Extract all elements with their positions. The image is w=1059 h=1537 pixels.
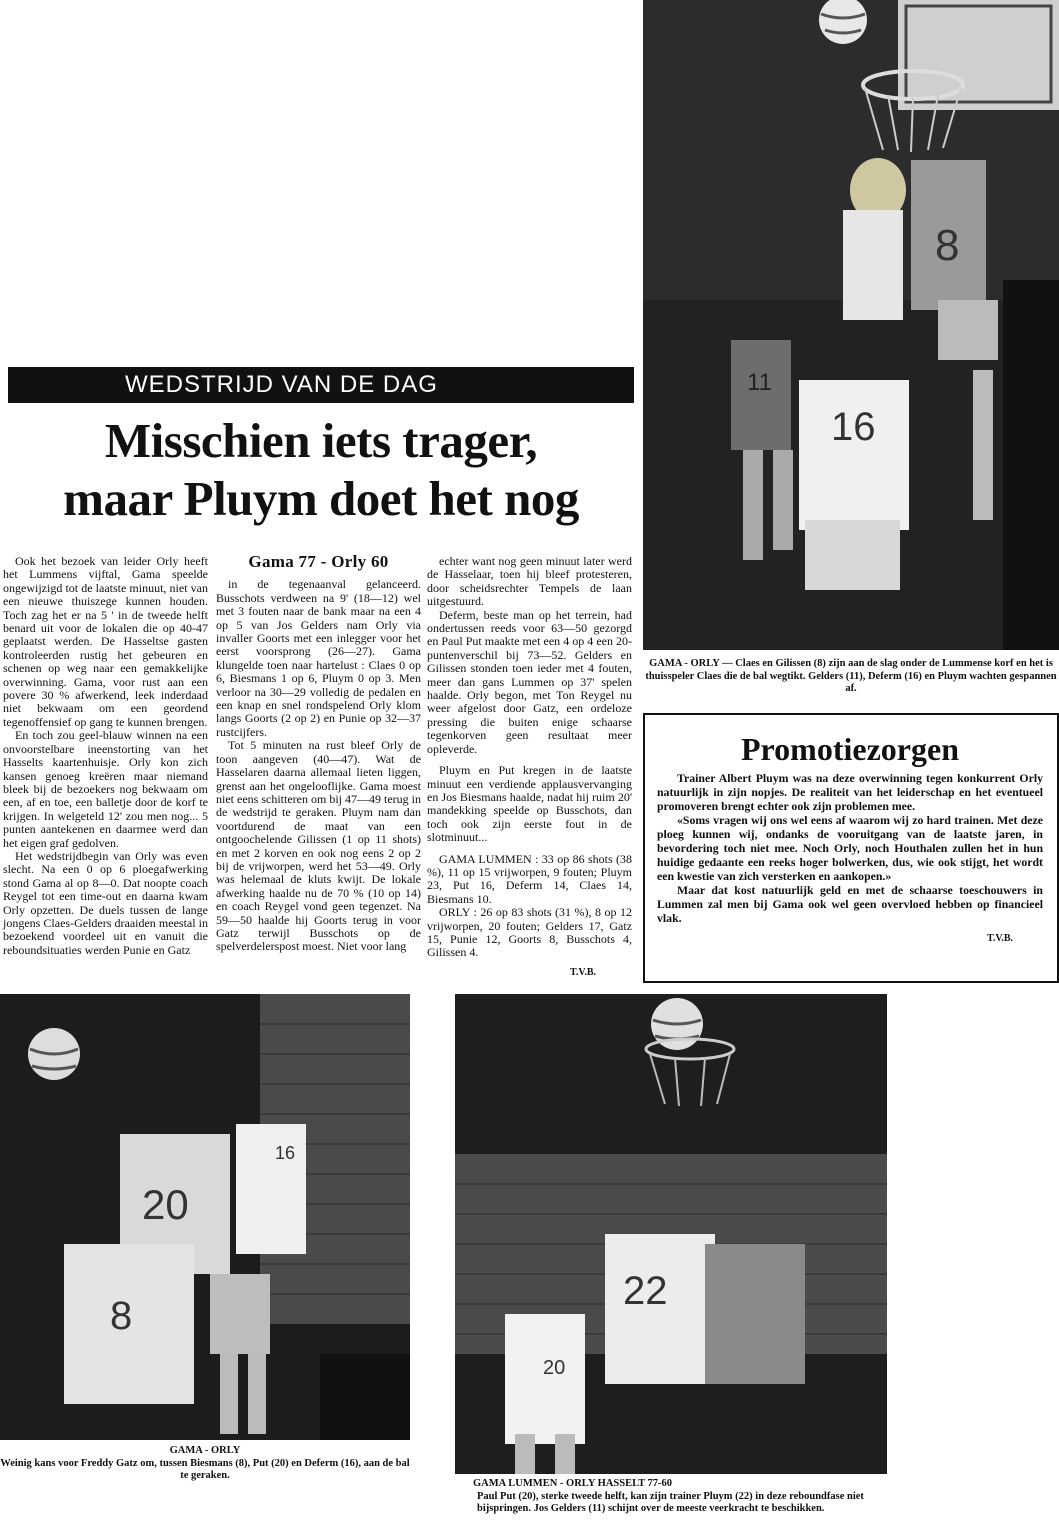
headline-line-2: maar Pluym doet het nog <box>63 471 579 526</box>
stats-orly: ORLY : 26 op 83 shots (31 %), 8 op 12 vrijworpen, 20 fouten; Gelders 17, Gatz 15, Punie 12, Goorts 8, Busschots 4, Gilissen 4. <box>427 905 632 960</box>
sidebar-box <box>643 713 1059 983</box>
article-paragraph: echter want nog geen minuut later werd de Hasselaar, toen hij bleef protesteren, door scheidsrechter Tempels de laan uitgestuurd. <box>427 554 632 609</box>
caption-body: Weinig kans voor Freddy Gatz om, tussen Biesmans (8), Put (20) en Deferm (16), aan de bal te geraken. <box>0 1457 410 1481</box>
article-paragraph: Ook het bezoek van leider Orly heeft het Lummens vijftal, Gama speelde ongewijzigd tot de laatste minuut, niet van een nieuwe thuiszege kunnen houden. Toch zag het er na 5 ' in de tweede helft benard uit voor de lokalen die op 40-47 geplaatst werden. De Hasseltse gasten kontroleerden rustig het gebeuren en schenen op weg naar een gemakkelijke overwinning. Gama, voor rust aan een povere 30 % afwerkend, leek inderdaad niet bekwaam om een geordend tegenoffensief op gang te kunnen brengen. <box>3 554 208 729</box>
stats-gama: GAMA LUMMEN : 33 op 86 shots (38 %), 11 op 15 vrijworpen, 9 fouten; Pluym 23, Put 16, Deferm 14, Claes 14, Biesmans 10. <box>427 851 632 906</box>
article-headline <box>8 412 634 528</box>
score-title: Gama 77 - Orly 60 <box>248 552 389 571</box>
photo-basket-action-bottom-left <box>0 994 410 1440</box>
section-kicker: WEDSTRIJD VAN DE DAG <box>8 367 634 403</box>
caption-bottom-left-photo <box>0 1445 410 1483</box>
sidebar-signature: T.V.B. <box>986 933 1013 944</box>
article-column-3 <box>427 555 632 995</box>
article-paragraph: in de tegenaanval gelanceerd. Busschots verdween na 9' (18—12) wel met 3 fouten naar de bank maar na een 4 op 5 van Jos Gelders nam Orly via invaller Goorts met een inlegger voor het eerst voorsprong (26—27). Gama klungelde toen naar hartelust : Claes 0 op 6, Biesmans 1 op 6, Pluym 0 op 3. Men verloor na 30—29 volledig de pedalen en een knap en snel rondspelend Orly klom langs Goorts (2 op 2) en Punie op 32—37 rustcijfers. <box>216 577 421 739</box>
jersey-number: 16 <box>831 405 876 449</box>
sidebar-paragraph: Maar dat kost natuurlijk geld en met de schaarse toeschouwers in Lummen zal men bij Gama ook wel geen overvloed hebben op financieel vlak. <box>657 883 1043 925</box>
photo-basket-action-top <box>643 0 1059 650</box>
jersey-number: 8 <box>110 1294 133 1338</box>
caption-bottom-center-photo <box>455 1478 887 1516</box>
photo-basket-action-bottom-center <box>455 994 887 1474</box>
article-paragraph: Deferm, beste man op het terrein, had ondertussen reeds voor 63—50 gezorgd en Paul Put maakte met een 4 op 4 een 20-puntenverschil bij 73—52. Gelders en Gilissen stonden toen ieder met 4 fouten, meer dan gans Lummen op 37' spelen haalde. Orly begon, met Ton Reygel nu weer afgelost door Gatz, een ordeloze pressing die buiten enige schaarse tegenkorven geen resultaat meer opleverde. <box>427 607 632 756</box>
jersey-8-top: 8 <box>935 221 960 270</box>
headline-line-1: Misschien iets trager, <box>104 413 538 468</box>
article-paragraph: Het wedstrijdbegin van Orly was even slecht. Na een 0 op 6 ploegafwerking stond Gama al op 8—0. Dat noopte coach Reygel tot een time-out en daarna kwam Orly opzetten. De duels tussen de lange jongens Claes-Gelders draaiden meestal in bezoekend voordeel uit en vanuit die reboundsituaties werden Punie en Gatz <box>3 848 208 957</box>
caption-title: GAMA - ORLY <box>169 1445 241 1456</box>
sidebar-paragraph: «Soms vragen wij ons wel eens af waarom wij zo hard trainen. Met deze ploeg kunnen wij, ondanks de vooruitgang van de laatste jaren, in bevordering toch niet mee. Noch Orly, noch Houthalen zullen het in hun huidige gedaante een reeks hoger bolwerken, dus, wie ook stijgt, het wordt een kwestie van zich versterken en aankopen.» <box>657 813 1043 883</box>
article-signature: T.V.B. <box>569 966 596 978</box>
jersey-number: 20 <box>142 1181 189 1228</box>
jersey-number: 20 <box>543 1357 566 1379</box>
sidebar-title: Promotiezorgen <box>741 731 959 767</box>
caption-top-photo: GAMA - ORLY — Claes en Gilissen (8) zijn aan de slag onder de Lummense korf en het is thuisspeler Claes die de bal wegtikt. Gelders (11), Deferm (16) en Pluym wachten gespannen af. <box>645 658 1057 694</box>
sidebar-text <box>657 771 1043 925</box>
sidebar-paragraph: Trainer Albert Pluym was na deze overwinning tegen konkurrent Orly natuurlijk in zijn nopjes. De realiteit van het leiderschap en het eventueel promoveren brengt echter ook zijn problemen mee. <box>657 771 1043 813</box>
article-paragraph: Pluym en Put kregen in de laatste minuut een verdiende applausvervanging en Jos Biesmans haalde, nadat hij ruim 20' mandekking speelde op Busschots, dan toch ook zijn eerste fout in de slotminuut... <box>427 763 632 845</box>
jersey-number: 16 <box>275 1143 296 1163</box>
article-column-2 <box>216 552 421 995</box>
jersey-number: 11 <box>747 369 772 396</box>
article-paragraph: En toch zou geel-blauw winnen na een onvoorstelbare ineenstorting van het Hasselts kaartenhuisje. Orly kon zich kansen genoeg kreëren maar niemand bleek bij de bezoekers nog bekwaam om een, af en toe, een balletje door de korf te krijgen. In welgeteld 12' zou men nog... 5 punten aantekenen en daarmee werd dan het eigen graf gedolven. <box>3 728 208 850</box>
article-column-1 <box>3 555 208 995</box>
article-paragraph: Tot 5 minuten na rust bleef Orly de toon aangeven (40—47). Wat de Hasselaren daarna allemaal lieten liggen, grenst aan het ongelooflijke. Gama moest niet eens schitteren om bij 47—49 terug in de wedstrijd te geraken. Pluym nam dan voortdurend de maat van een ontgoochelende Gilissen (1 op 11 shots) en met 2 korven en ook nog eens 2 op 2 bij de vrijworpen, werd het 53—49. Orly was helemaal de kluts kwijt. De lokale afwerking haalde nu de 70 % (10 op 14) en coach Reygel vond geen tegenzet. Na 59—50 haalde hij Goorts terug in voor Gatz terwijl Busschots op de spelverdelerspost moest. Niet voor lang <box>216 738 421 954</box>
caption-title: GAMA LUMMEN - ORLY HASSELT 77-60 <box>473 1478 673 1489</box>
caption-body: Paul Put (20), sterke tweede helft, kan zijn trainer Pluym (22) in deze reboundfase niet bijspringen. Jos Gelders (11) schijnt over de meeste veerkracht te beschikken. <box>477 1490 864 1514</box>
jersey-number: 22 <box>623 1269 668 1313</box>
